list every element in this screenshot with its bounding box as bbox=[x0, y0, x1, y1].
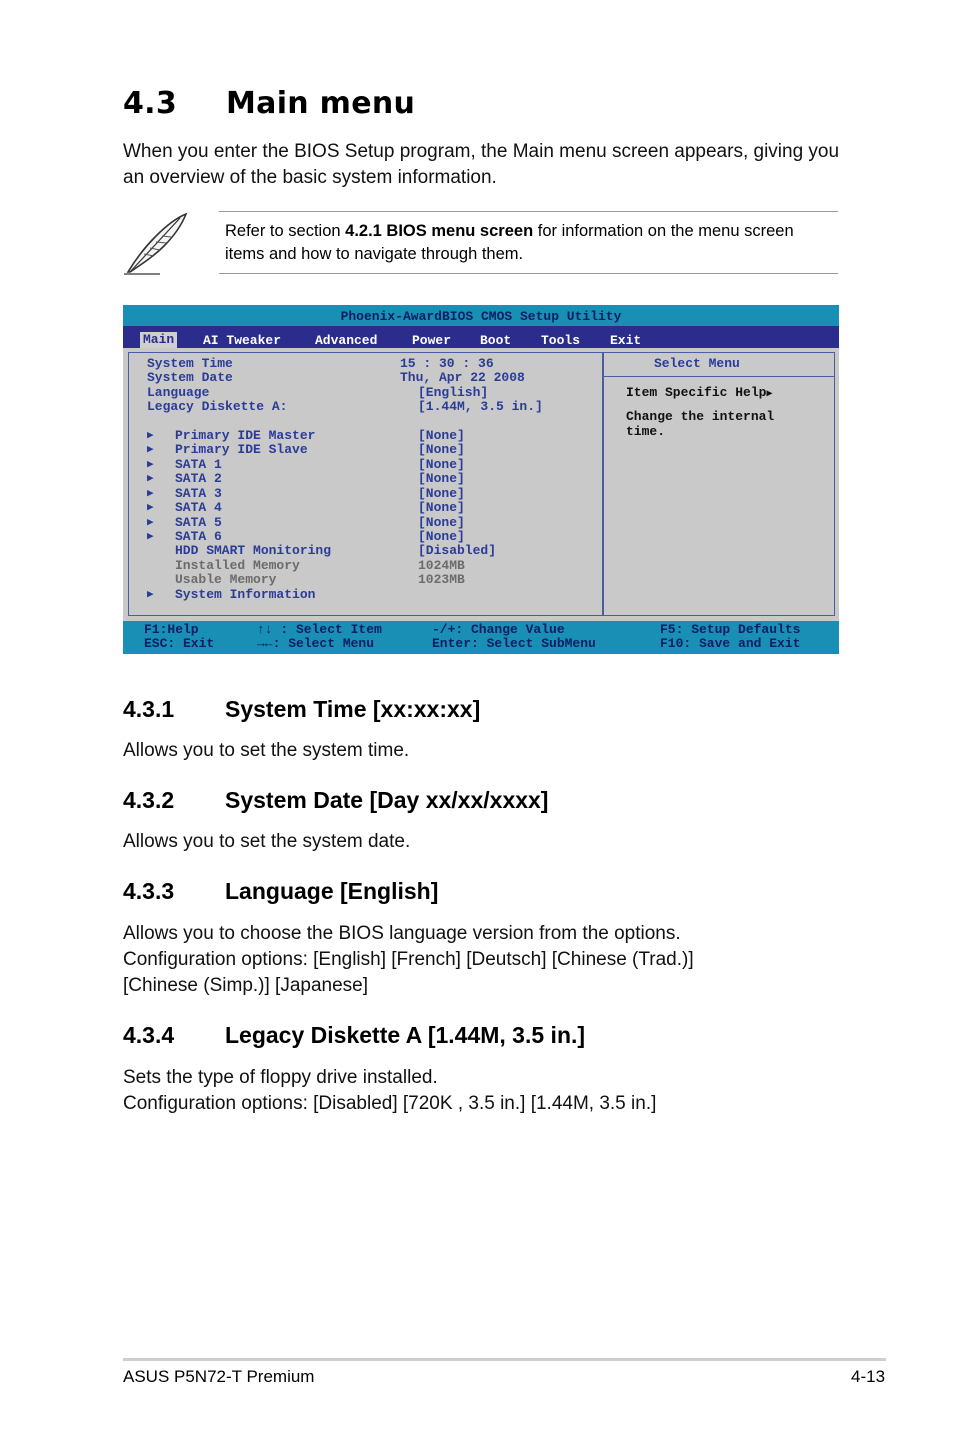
key-setup-defaults: F5: Setup Defaults bbox=[660, 622, 801, 637]
bios-value-system-date[interactable]: Thu, Apr 22 2008 bbox=[400, 370, 525, 385]
bios-value-primary-ide-master: [None] bbox=[418, 428, 465, 443]
bios-item-legacy-diskette[interactable]: Legacy Diskette A: bbox=[147, 399, 288, 414]
footer-rule bbox=[123, 1358, 886, 1361]
key-exit: ESC: Exit bbox=[144, 636, 215, 651]
section-body-4-3-2: Allows you to set the system date. bbox=[123, 831, 411, 852]
bios-value-sata-4: [None] bbox=[418, 500, 465, 515]
bios-value-hdd-smart[interactable]: [Disabled] bbox=[418, 543, 497, 558]
bios-value-installed-memory: 1024MB bbox=[418, 558, 465, 573]
submenu-arrow-icon: ▶ bbox=[147, 589, 154, 601]
bios-item-installed-memory: Installed Memory bbox=[175, 558, 300, 573]
title-number: 4.3 bbox=[123, 86, 178, 121]
bios-value-system-time[interactable]: 15 : 30 : 36 bbox=[400, 356, 494, 371]
bios-item-system-date[interactable]: System Date bbox=[147, 370, 233, 385]
submenu-arrow-icon: ▶ bbox=[147, 517, 154, 529]
bios-item-sata-4[interactable]: SATA 4 bbox=[175, 500, 222, 515]
key-select-menu: →←: Select Menu bbox=[257, 636, 375, 651]
bios-title-bar: Phoenix-AwardBIOS CMOS Setup Utility bbox=[123, 305, 839, 326]
note-top-rule bbox=[219, 211, 838, 212]
bios-help-divider bbox=[603, 376, 834, 377]
section-body-4-3-3-line3: [Chinese (Simp.)] [Japanese] bbox=[123, 975, 369, 996]
bios-item-sata-1[interactable]: SATA 1 bbox=[175, 457, 222, 472]
bios-item-sata-3[interactable]: SATA 3 bbox=[175, 486, 222, 501]
section-body-4-3-3-line2: Configuration options: [English] [French] [Deutsch] [Chinese (Trad.)] bbox=[123, 949, 694, 970]
section-body-4-3-1: Allows you to set the system time. bbox=[123, 740, 410, 761]
bios-item-language[interactable]: Language bbox=[147, 385, 210, 400]
bios-help-title: Select Menu bbox=[654, 356, 740, 371]
bios-value-sata-2: [None] bbox=[418, 471, 465, 486]
key-change-value: -/+: Change Value bbox=[432, 622, 565, 637]
submenu-arrow-icon: ▶ bbox=[147, 531, 154, 543]
bios-help-heading: Item Specific Help▶ bbox=[626, 385, 773, 400]
section-body-4-3-3-line1: Allows you to choose the BIOS language version from the options. bbox=[123, 923, 681, 944]
bios-value-legacy-diskette[interactable]: [1.44M, 3.5 in.] bbox=[418, 399, 543, 414]
bios-item-sata-5[interactable]: SATA 5 bbox=[175, 515, 222, 530]
bios-value-sata-5: [None] bbox=[418, 515, 465, 530]
bios-value-sata-3: [None] bbox=[418, 486, 465, 501]
note-bottom-rule bbox=[219, 273, 838, 274]
bios-menu-bar bbox=[123, 326, 839, 348]
note-reference: 4.2.1 BIOS menu screen bbox=[345, 222, 534, 240]
bios-item-usable-memory: Usable Memory bbox=[175, 572, 277, 587]
section-heading-4-3-1: 4.3.1 System Time [xx:xx:xx] bbox=[123, 696, 481, 722]
submenu-arrow-icon: ▶ bbox=[147, 502, 154, 514]
section-heading-4-3-2: 4.3.2 System Date [Day xx/xx/xxxx] bbox=[123, 787, 549, 813]
bios-item-system-time[interactable]: System Time bbox=[147, 356, 233, 371]
footer-product-name: ASUS P5N72-T Premium bbox=[123, 1367, 315, 1386]
bios-item-system-information[interactable]: System Information bbox=[175, 587, 316, 602]
bios-item-primary-ide-slave[interactable]: Primary IDE Slave bbox=[175, 442, 308, 457]
bios-value-language[interactable]: [English] bbox=[418, 385, 489, 400]
bios-tab-ai-tweaker[interactable]: AI Tweaker bbox=[203, 333, 282, 348]
submenu-arrow-icon: ▶ bbox=[147, 459, 154, 471]
page-title bbox=[123, 86, 415, 121]
section-body-4-3-4-line1: Sets the type of floppy drive installed. bbox=[123, 1067, 438, 1088]
key-select-item: ↑↓ : Select Item bbox=[257, 622, 382, 637]
bios-help-line: time. bbox=[626, 424, 666, 439]
chevron-right-icon: ▶ bbox=[766, 389, 773, 400]
key-select-submenu: Enter: Select SubMenu bbox=[432, 636, 596, 651]
section-heading-4-3-3: 4.3.3 Language [English] bbox=[123, 878, 439, 904]
bios-tab-tools[interactable]: Tools bbox=[541, 333, 581, 348]
bios-tab-boot[interactable]: Boot bbox=[480, 333, 512, 348]
section-heading-4-3-4: 4.3.4 Legacy Diskette A [1.44M, 3.5 in.] bbox=[123, 1022, 586, 1048]
bios-tab-power[interactable]: Power bbox=[412, 333, 452, 348]
bios-help-line: Change the internal bbox=[626, 409, 775, 424]
submenu-arrow-icon: ▶ bbox=[147, 444, 154, 456]
bios-screen bbox=[123, 305, 839, 654]
bios-item-sata-2[interactable]: SATA 2 bbox=[175, 471, 222, 486]
submenu-arrow-icon: ▶ bbox=[147, 473, 154, 485]
bios-item-hdd-smart[interactable]: HDD SMART Monitoring bbox=[175, 543, 332, 558]
bios-value-sata-6: [None] bbox=[418, 529, 465, 544]
bios-value-primary-ide-slave: [None] bbox=[418, 442, 465, 457]
submenu-arrow-icon: ▶ bbox=[147, 430, 154, 442]
key-help: F1:Help bbox=[144, 622, 199, 637]
section-body-4-3-4-line2: Configuration options: [Disabled] [720K , 3.5 in.] [1.44M, 3.5 in.] bbox=[123, 1093, 657, 1114]
bios-item-primary-ide-master[interactable]: Primary IDE Master bbox=[175, 428, 316, 443]
bios-key-legend bbox=[123, 621, 839, 654]
bios-tab-exit[interactable]: Exit bbox=[610, 333, 642, 348]
footer-page-number: 4-13 bbox=[851, 1367, 886, 1386]
bios-value-sata-1: [None] bbox=[418, 457, 465, 472]
bios-tab-advanced[interactable]: Advanced bbox=[315, 333, 378, 348]
note-text: Refer to section 4.2.1 BIOS menu screen for information on the menu screen items and how to navigate through them. bbox=[225, 222, 794, 263]
bios-value-usable-memory: 1023MB bbox=[418, 572, 465, 587]
bios-tab-main[interactable]: Main bbox=[140, 332, 177, 348]
submenu-arrow-icon: ▶ bbox=[147, 488, 154, 500]
intro-paragraph: When you enter the BIOS Setup program, the Main menu screen appears, giving you an overview of the basic system information. bbox=[123, 141, 840, 188]
key-save-exit: F10: Save and Exit bbox=[660, 636, 801, 651]
note-pen-icon bbox=[120, 210, 190, 276]
title-text: Main menu bbox=[226, 86, 416, 121]
bios-item-sata-6[interactable]: SATA 6 bbox=[175, 529, 222, 544]
